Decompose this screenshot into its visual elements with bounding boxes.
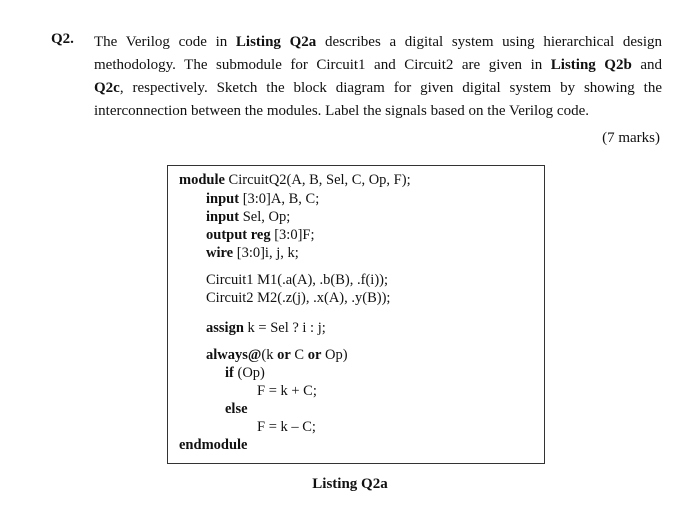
code-text-run: or — [277, 347, 291, 363]
code-text-run: Op) — [321, 347, 348, 363]
code-text-run: [3:0]i, j, k; — [233, 245, 299, 261]
question-text-run: , respectively. Sketch the block diagram for given digital system by showing the — [119, 80, 662, 96]
code-text-run: CircuitQ2(A, B, Sel, C, Op, F); — [224, 172, 411, 188]
question-text-run: Listing Q2a — [235, 34, 317, 50]
code-line-11 — [257, 382, 317, 400]
code-text-run: input — [206, 209, 240, 225]
question-text-run: describes a digital system using hierarchical design — [316, 34, 662, 50]
code-line-4 — [206, 226, 315, 244]
question-text-run: Listing Q2b — [550, 57, 632, 73]
code-line-8 — [206, 319, 326, 337]
code-text-run: (Op) — [233, 365, 265, 381]
code-text-run: or — [307, 347, 322, 363]
code-text-run: F = k + C; — [257, 383, 317, 399]
marks-label: (7 marks) — [602, 130, 660, 146]
code-text-run: module — [179, 172, 225, 188]
code-line-7 — [206, 289, 390, 307]
question-text-run: interconnection between the modules. Label the signals based on the Verilog code. — [94, 103, 589, 119]
question-text-run: and — [631, 57, 662, 73]
code-text-run: output reg — [206, 227, 271, 243]
code-text-run: wire — [206, 245, 234, 261]
code-line-14 — [179, 436, 248, 454]
code-line-3 — [206, 208, 290, 226]
question-text — [94, 31, 662, 123]
question-text-run: The Verilog code in — [94, 34, 236, 50]
code-line-13 — [257, 418, 316, 436]
code-text-run: F = k – C; — [257, 419, 316, 435]
code-text-run: (k — [261, 347, 278, 363]
code-text-run: input — [206, 191, 240, 207]
code-text-run: C — [290, 347, 308, 363]
code-text-run: if — [225, 365, 234, 381]
question-text-run: Q2c — [94, 80, 120, 96]
code-text-run: assign — [206, 320, 244, 336]
question-line-1 — [94, 31, 662, 54]
question-text-run: methodology. The submodule for Circuit1 and Circuit2 are given in — [94, 57, 551, 73]
code-text-run: k = Sel ? i : j; — [243, 320, 326, 336]
code-line-9 — [206, 346, 348, 364]
question-line-3 — [94, 77, 662, 100]
code-line-10 — [225, 364, 265, 382]
code-line-1 — [179, 171, 411, 189]
question-line-4 — [94, 100, 662, 123]
code-line-6 — [206, 271, 388, 289]
listing-caption: Listing Q2a — [312, 476, 388, 492]
question-number: Q2. — [51, 31, 74, 47]
code-listing-box — [167, 165, 545, 464]
code-text-run: [3:0]F; — [270, 227, 315, 243]
code-text-run: always@ — [206, 347, 262, 363]
code-text-run: endmodule — [179, 437, 248, 453]
code-text-run: else — [225, 401, 248, 417]
code-line-5 — [206, 244, 299, 262]
code-line-2 — [206, 190, 319, 208]
code-text-run: [3:0]A, B, C; — [239, 191, 320, 207]
question-line-2 — [94, 54, 662, 77]
code-text-run: Circuit1 M1(.a(A), .b(B), .f(i)); — [206, 272, 389, 288]
code-text-run: Sel, Op; — [239, 209, 291, 225]
code-line-12 — [225, 400, 248, 418]
code-text-run: Circuit2 M2(.z(j), .x(A), .y(B)); — [206, 290, 391, 306]
